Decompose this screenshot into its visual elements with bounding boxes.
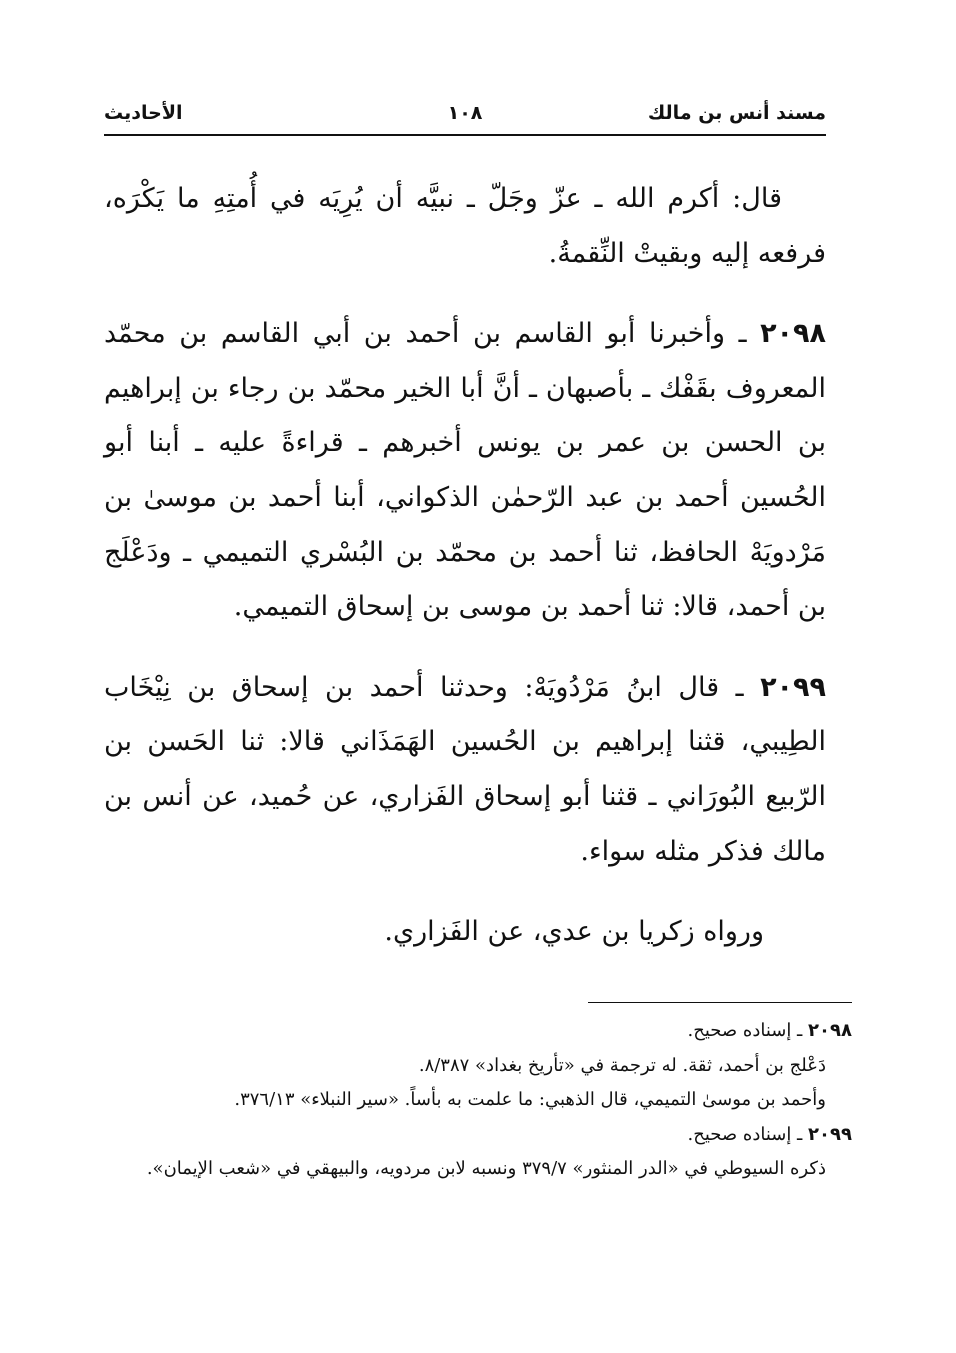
hadith-number: ٢٠٩٨ — [760, 318, 826, 350]
hadith-2099 — [104, 661, 826, 879]
footnote-head-text: ـ إسناده صحيح. — [687, 1020, 809, 1041]
footnote-number: ٢٠٩٩ — [808, 1123, 852, 1145]
main-text — [104, 172, 826, 960]
footnote-2098-line-2: وأحمد بن موسىٰ التميمي، قال الذهبي: ما علمت به بأساً. «سير النبلاء» ٣٧٦/١٣. — [234, 1089, 826, 1110]
riwaya-line: ورواه زكريا بن عدي، عن الفَزاري. — [384, 916, 764, 948]
footnote-number: ٢٠٩٨ — [808, 1020, 852, 1041]
hadith-number: ٢٠٩٩ — [760, 671, 826, 703]
footnotes — [134, 1014, 852, 1187]
hadith-2098 — [104, 307, 826, 635]
continuation-paragraph: قال: أكرم الله ـ عزّ وجَلّ ـ نبيَّه أن يُرِيَه في أُمتِهِ ما يَكْرَه، فرفعه إليه وبقيتْ النِّقمةُ. — [104, 183, 826, 269]
footnote-2098-line-1: دَعْلج بن أحمد، ثقة. له ترجمة في «تأريخ بغداد» ٨/٣٨٧. — [418, 1054, 826, 1076]
running-header — [104, 100, 826, 134]
footnote-2098-head — [134, 1014, 852, 1049]
book-title: مسند أنس بن مالك — [647, 102, 826, 124]
hadith-text: ـ وأخبرنا أبو القاسم بن أحمد بن أبي القاسم بن محمّد المعروف بقَفْك ـ بأصبهان ـ أنَّ أبا الخير محمّد بن رجاء بن إبراهيم بن الحسن بن عمر بن يونس أخبرهم ـ قراءةً عليه ـ أبنا أبو الحُسين أحمد بن عبد الرّحمٰن الذكواني، أبنا أحمد بن موسىٰ بن مَرْدويَهْ الحافظ، ثنا أحمد بن محمّد بن البُسْري التميمي ـ ودَعْلَج بن أحمد، قالا: ثنا أحمد بن موسى بن إسحاق التميمي. — [104, 318, 826, 623]
book-page — [104, 100, 826, 960]
footnote-head-text: ـ إسناده صحيح. — [687, 1123, 809, 1145]
section-title: الأحاديث — [104, 102, 183, 124]
header-rule — [104, 134, 826, 136]
page-number: ١٠٨ — [447, 102, 483, 124]
footnote-2099-head — [134, 1118, 852, 1153]
footnote-rule — [588, 1002, 852, 1003]
hadith-text: ـ قال ابنُ مَرْدُويَهْ: وحدثنا أحمد بن إسحاق بن نِيْخَاب الطِيبي، قثنا إبراهيم بن الحُسين الهَمَذَاني قالا: ثنا الحَسن بن الرّبيع البُورَاني ـ قثنا أبو إسحاق الفَزاري، عن حُميد، عن أنس بن مالك فذكر مثله سواء. — [104, 671, 826, 867]
footnote-2099-line-1: ذكره السيوطي في «الدر المنثور» ٣٧٩/٧ ونسبه لابن مردويه، والبيهقي في «شعب الإيمان». — [146, 1158, 826, 1179]
